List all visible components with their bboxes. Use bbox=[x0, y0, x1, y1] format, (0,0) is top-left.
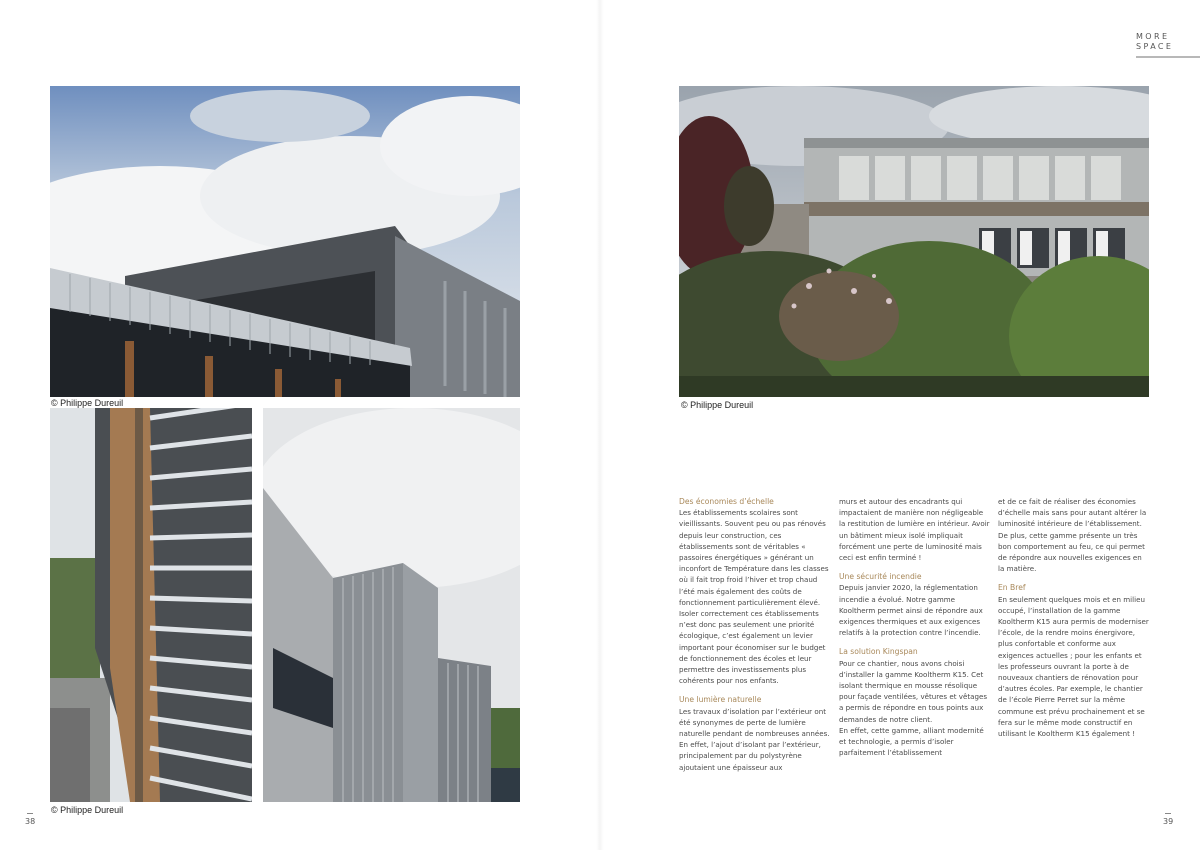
article-column-2 bbox=[839, 496, 991, 758]
page-number-text: 38 bbox=[25, 817, 36, 826]
section-heading: En Bref bbox=[998, 583, 1026, 593]
page-number-right bbox=[1163, 813, 1173, 826]
photo-school-roof bbox=[50, 86, 520, 397]
section-heading: Une sécurité incendie bbox=[839, 572, 922, 582]
page-number-text: 39 bbox=[1163, 817, 1174, 826]
article-column-1 bbox=[679, 496, 831, 773]
paragraph: En seulement quelques mois et en milieu occupé, l’installation de la gamme Kooltherm K15 aura permis de moderniser l’école, de la rendre moins énergivore, plus confortable et conforme aux exigences actuelles ; pour les enfants et les professeurs ouvrant la porte à de nouveaux chantiers de rénovation pour d’autres écoles. Par exemple, le chantier de l’école Pierre Perret sur la même commune est prévu prochainement et se fera sur le même mode constructif en utilisant le Kooltherm K15 également ! bbox=[998, 594, 1149, 739]
photo-school-garden bbox=[679, 86, 1149, 397]
photo-cladding-corner bbox=[263, 408, 520, 802]
paragraph: En effet, cette gamme, alliant modernité et technologie, a permis d’isoler parfaitement l’établissement bbox=[839, 725, 984, 758]
photo-credit: © Philippe Dureuil bbox=[681, 400, 754, 410]
brand-logo bbox=[1136, 32, 1184, 58]
paragraph: Depuis janvier 2020, la réglementation incendie a évolué. Notre gamme Kooltherm permet ainsi de répondre aux exigences thermiques et aux exigences relatifs à la protection contre l’incendie. bbox=[839, 583, 983, 638]
section-heading: Une lumière naturelle bbox=[679, 695, 762, 705]
article-column-3 bbox=[998, 496, 1150, 739]
paragraph: Pour ce chantier, nous avons choisi d’installer la gamme Kooltherm K15. Cet isolant thermique en mousse résolique pour façade ventilées, vêtures et vêtages a permis de répondre en tous points aux demandes de notre client. bbox=[839, 658, 988, 724]
brand-rule bbox=[1136, 56, 1200, 58]
paragraph: murs et autour des encadrants qui impactaient de manière non négligeable la restitution de lumière en intérieur. Avoir un bâtiment mieux isolé impliquait forcément une perte de luminosité mais ceci est enfin terminé ! bbox=[839, 497, 990, 563]
photo-credit: © Philippe Dureuil bbox=[51, 398, 124, 408]
photo-credit: © Philippe Dureuil bbox=[51, 805, 124, 815]
paragraph: Les établissements scolaires sont vieillissants. Souvent peu ou pas rénovés depuis leur construction, ces établissements sont de véritables « passoires énergétiques » générant un inconfort de Température dans les classes où il fait trop froid l’hiver et trop chaud l’été mais également des coûts de fonctionnement particulièrement élevé. Isoler correctement ces établissements n’est donc pas seulement une priorité écologique, c’est également un levier important pour économiser sur le budget de fonctionnement des écoles et leur permettre des investissements plus cohérents pour nos enfants. bbox=[679, 508, 829, 686]
page-number-left bbox=[25, 813, 35, 826]
right-page bbox=[600, 0, 1200, 850]
section-heading: Des économies d’échelle bbox=[679, 497, 774, 506]
photo-louvres bbox=[50, 408, 252, 802]
brand-line-1: MORE bbox=[1136, 32, 1170, 41]
section-heading: La solution Kingspan bbox=[839, 647, 918, 657]
paragraph: Les travaux d’isolation par l’extérieur ont été synonymes de perte de lumière naturelle pendant de nombreuses années. En effet, l’ajout d’isolant par l’extérieur, principalement par du polystyrène ajoutaient une épaisseur aux bbox=[679, 706, 830, 772]
paragraph: et de ce fait de réaliser des économies d’échelle mais sans pour autant altérer la luminosité intérieure de l’établissement. De plus, cette gamme présente un très bon comportement au feu, ce qui permet de répondre aux nouvelles exigences en la matière. bbox=[998, 497, 1147, 574]
brand-line-2: SPACE bbox=[1136, 42, 1174, 51]
